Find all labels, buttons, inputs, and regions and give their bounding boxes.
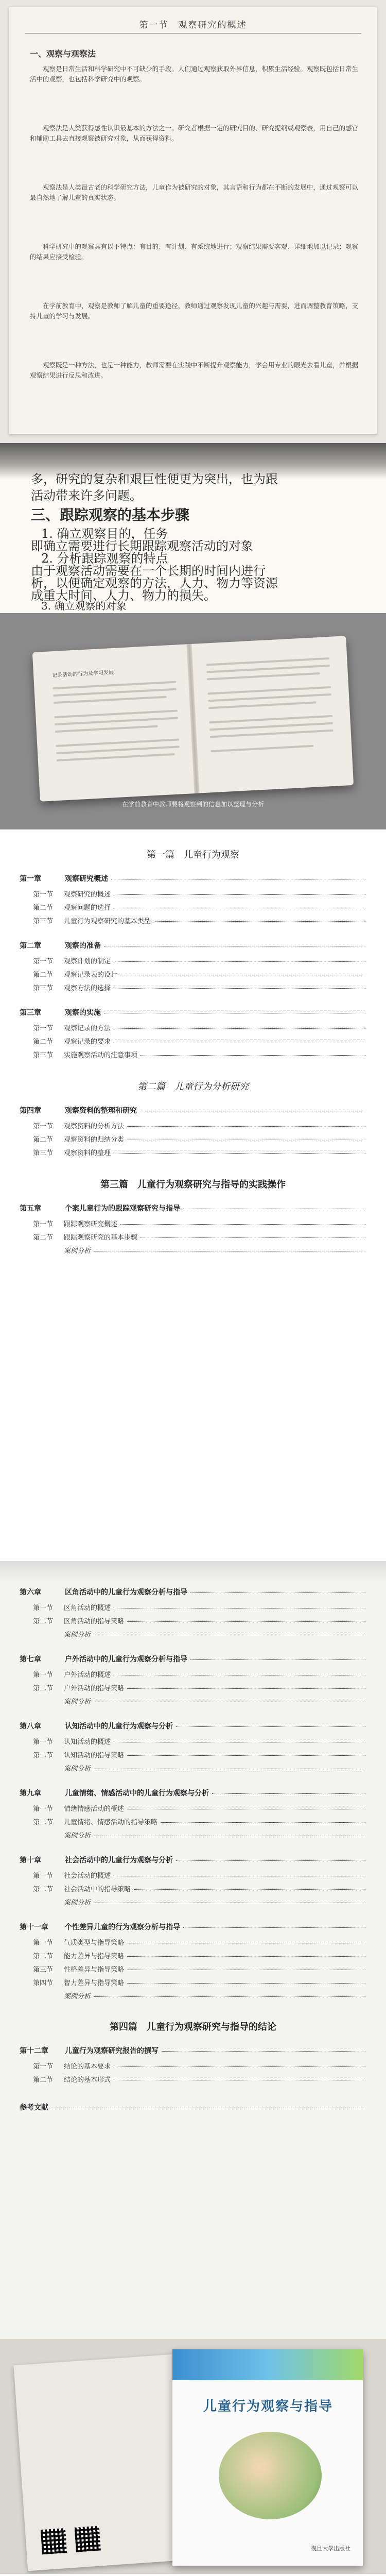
section-number: 第二节	[33, 1685, 54, 1692]
text-line	[54, 696, 167, 704]
toc-references	[20, 2102, 365, 2112]
paragraph: 在学前教育中，观察是教师了解儿童的重要途径，教师通过观察发现儿童的兴趣与需要，进而调整教育策略，支持儿童的学习与发展。	[30, 302, 358, 320]
paragraph: 观察是日常生活和科学研究中不可缺少的手段。人们通过观察获取外界信息，积累生活经验。观察既包括日常生活中的观察，也包括科学研究中的观察。	[30, 65, 358, 83]
leader-dots	[154, 921, 365, 922]
leader-dots	[134, 1889, 365, 1890]
section-title: 气质类型与指导策略	[64, 1939, 125, 1947]
photo-caption: 在学前教育中教师要将观察到的信息加以整理与分析	[121, 801, 264, 808]
chapter-title: 观察资料的整理和研究	[65, 1107, 137, 1115]
toc-section	[33, 1991, 365, 2001]
section-title: 儿童行为观察研究的基本类型	[64, 918, 151, 925]
chapter-title: 儿童行为观察研究报告的撰写	[65, 2047, 159, 2055]
text-line	[209, 715, 332, 724]
section-title: 实施观察活动的注意事项	[64, 1052, 138, 1059]
toc-section	[33, 1897, 365, 1907]
section-title: 性格差异与指导策略	[64, 1966, 125, 1974]
chapter-title: 观察的实施	[65, 1009, 101, 1017]
part-title: 第二篇 儿童行为分析研究	[137, 1081, 249, 1092]
cover-title: 儿童行为观察与指导	[203, 2399, 334, 2414]
toc-chapter	[20, 1922, 365, 1932]
toc-section	[33, 1218, 365, 1228]
toc-section	[33, 1629, 365, 1639]
toc-section	[33, 1602, 365, 1612]
section-title: 观察问题的选择	[64, 904, 111, 912]
section-number: 第二节	[33, 2076, 54, 2084]
leader-dots	[114, 894, 365, 895]
leader-dots	[183, 1208, 365, 1209]
toc-section	[33, 1147, 365, 1157]
section-title: 儿童情绪、情感活动的指导策略	[64, 1819, 158, 1826]
chapter-title: 儿童情绪、情感活动中的儿童行为观察与分析	[65, 1789, 209, 1798]
closeup-line: 成重大时间、人力、物力的损失。	[31, 588, 216, 603]
section-number: 第一节	[33, 1671, 54, 1679]
leader-dots	[104, 945, 365, 946]
section-title: 跟踪观察研究概述	[64, 1221, 118, 1228]
section-title: 认知活动的指导策略	[64, 1752, 125, 1759]
section-number: 第一节	[33, 1604, 54, 1612]
leader-dots	[176, 1860, 365, 1861]
chapter-number: 第三章	[20, 1009, 41, 1017]
text-line	[57, 753, 175, 761]
closeup-line: 1. 确立观察目的，任务	[41, 527, 168, 541]
section-number: 第三节	[33, 985, 54, 992]
leader-dots	[127, 1956, 365, 1957]
section-title: 区角活动的概述	[64, 1604, 111, 1612]
toc-section	[33, 956, 365, 965]
part-title: 第三篇 儿童行为观察研究与指导的实践操作	[100, 1179, 286, 1190]
section-title: 观察方法的选择	[64, 985, 111, 992]
toc-section	[33, 1232, 365, 1242]
toc-section	[33, 1616, 365, 1625]
section-number: 第二节	[33, 1234, 54, 1242]
text-line	[206, 657, 329, 666]
section-number: 第三节	[33, 918, 54, 925]
chapter-number: 第四章	[20, 1107, 41, 1115]
section-number: 第二节	[33, 1953, 54, 1960]
leader-dots	[94, 1768, 365, 1769]
chapter-title: 个案儿童行为的跟踪观察研究与指导	[65, 1205, 180, 1213]
chapter-title: 区角活动中的儿童行为观察分析与指导	[65, 1588, 187, 1597]
leader-dots	[114, 2079, 365, 2080]
leader-dots	[114, 1041, 365, 1042]
section-number: 第二节	[33, 904, 54, 912]
chapter-number: 第六章	[20, 1588, 41, 1597]
text-line	[53, 688, 177, 697]
section-title: 观察研究的概述	[64, 891, 111, 899]
chapter-number: 第九章	[20, 1789, 41, 1798]
toc-chapter	[20, 1203, 365, 1213]
leader-dots	[114, 2066, 365, 2067]
open-book	[32, 636, 354, 802]
toc-chapter	[20, 2045, 365, 2056]
qr-code	[75, 2526, 101, 2552]
section-title: 社会活动的概述	[64, 1872, 111, 1880]
toc-section	[33, 1870, 365, 1880]
leader-dots	[94, 1634, 365, 1635]
leader-dots	[104, 1012, 365, 1013]
section-number: 第一节	[33, 891, 54, 899]
leader-dots	[114, 1674, 365, 1675]
section-number: 第一节	[33, 1805, 54, 1813]
leader-dots	[120, 974, 365, 975]
text-line	[55, 717, 178, 726]
part-title: 第一篇 儿童行为观察	[147, 850, 239, 860]
section-number: 第二节	[33, 1038, 54, 1046]
section-number: 第二节	[33, 1752, 54, 1759]
section-number: 第二节	[33, 1819, 54, 1826]
divider	[0, 1556, 386, 1561]
toc-section	[33, 1964, 365, 1974]
section-title: 观察资料的整理	[64, 1149, 111, 1157]
section-title: 结论的基本要求	[64, 2063, 111, 2071]
leader-dots	[114, 988, 365, 989]
leader-dots	[114, 1875, 365, 1876]
section-number: 第四节	[33, 1979, 54, 1987]
toc-section	[33, 2074, 365, 2084]
toc-section	[33, 1683, 365, 1692]
text-line	[209, 722, 333, 731]
leader-dots	[114, 961, 365, 962]
section-number: 第三节	[33, 1149, 54, 1157]
chapter-number: 第十章	[20, 1856, 41, 1865]
toc-section	[33, 1803, 365, 1813]
section-title: 案例分析	[64, 1993, 91, 2001]
toc-section	[33, 1696, 365, 1706]
text-line	[55, 725, 158, 733]
text-line	[207, 686, 331, 695]
toc-section	[33, 1669, 365, 1679]
leader-dots	[114, 1607, 365, 1608]
leader-dots	[127, 1139, 365, 1140]
leader-dots	[51, 2107, 365, 2108]
leader-dots	[127, 1688, 365, 1689]
section-number: 第一节	[33, 1939, 54, 1947]
section-title: 观察记录的方法	[64, 1025, 111, 1032]
cover-banner	[172, 2349, 363, 2380]
book-spine	[186, 644, 199, 793]
leader-dots	[114, 907, 365, 908]
paragraph: 观察法是人类最古老的科学研究方法，儿童作为被研究的对象，其言语和行为都在不断的发展中，通过观察可以最自然地了解儿童的真实状态。	[30, 183, 358, 201]
text-closeup-photo	[0, 443, 386, 613]
section-number: 第三节	[33, 1966, 54, 1974]
section-number: 第一节	[33, 1123, 54, 1130]
toc-chapter	[20, 1105, 365, 1115]
chapter-number: 第十一章	[20, 1923, 48, 1931]
closeup-line: 3. 确立观察的对象	[41, 600, 127, 612]
cover-photo	[219, 2432, 322, 2519]
section-title: 能力差异与指导策略	[64, 1953, 125, 1960]
leader-dots	[120, 1224, 365, 1225]
references-title: 参考文献	[20, 2104, 48, 2112]
publisher-logo-band	[0, 2574, 386, 2576]
leader-dots	[176, 1726, 365, 1727]
leader-dots	[94, 1250, 365, 1251]
chapter-number: 第一章	[20, 875, 41, 883]
toc-section	[33, 1750, 365, 1759]
leader-dots	[141, 1055, 365, 1056]
section-title: 案例分析	[64, 1832, 91, 1840]
chapter-number: 第五章	[20, 1205, 41, 1213]
leader-dots	[94, 1701, 365, 1702]
section-title: 户外活动的指导策略	[64, 1685, 125, 1692]
paragraph: 科学研究中的观察具有以下特点：有目的、有计划、有系统地进行；观察结果需要客观、详细地加以记录；观察的结果应接受检验。	[30, 243, 358, 261]
leader-dots	[127, 1942, 365, 1943]
book-page	[9, 7, 377, 434]
toc-section	[33, 1763, 365, 1773]
section-title: 户外活动的概述	[64, 1671, 111, 1679]
toc-section	[33, 982, 365, 992]
leader-dots	[127, 1755, 365, 1756]
closeup-line: 即确立需要进行长期跟踪观察活动的对象	[31, 539, 253, 553]
section-number: 第二节	[33, 1136, 54, 1144]
section-title: 结论的基本形式	[64, 2076, 111, 2084]
leader-dots	[141, 1237, 365, 1238]
toc-section	[33, 902, 365, 912]
leader-dots	[94, 1996, 365, 1997]
section-number: 第一节	[33, 1872, 54, 1880]
running-head: 第一节 观察研究的概述	[139, 20, 247, 30]
toc-section	[33, 1951, 365, 1960]
text-line	[52, 681, 176, 690]
qr-code	[41, 2528, 67, 2554]
section-title: 观察记录表的设计	[64, 971, 118, 979]
leader-dots	[111, 878, 365, 879]
toc-section	[33, 916, 365, 925]
leader-dots	[183, 1927, 365, 1928]
section-number: 第一节	[33, 1738, 54, 1746]
text-line	[210, 745, 313, 752]
section-title: 观察资料的分析方法	[64, 1123, 125, 1130]
closeup-line: 由于观察活动需要在一个长期的时间内进行	[31, 564, 266, 578]
chapter-title: 社会活动中的儿童行为观察与分析	[65, 1856, 173, 1865]
section-title: 情绪情感活动的概述	[64, 1805, 125, 1813]
section-title: 案例分析	[64, 1247, 91, 1255]
toc-section	[33, 1049, 365, 1059]
section-title: 案例分析	[64, 1899, 91, 1907]
leader-dots	[161, 1822, 365, 1823]
section-number: 第二节	[33, 971, 54, 979]
section-heading: 一、观察与观察法	[30, 49, 96, 59]
toc-section	[33, 1036, 365, 1046]
section-title: 观察资料的归纳分类	[64, 1136, 125, 1144]
text-line	[208, 693, 331, 702]
open-book-photo	[0, 613, 386, 829]
chapter-number: 第二章	[20, 942, 41, 950]
leader-dots	[127, 1808, 365, 1809]
toc-page-two	[0, 1561, 386, 2339]
section-title: 案例分析	[64, 1698, 91, 1706]
section-number: 第二节	[33, 1886, 54, 1893]
text-line	[210, 730, 334, 738]
toc-chapter	[20, 940, 365, 951]
toc-section	[33, 1937, 365, 1947]
leader-dots	[162, 2050, 365, 2052]
photo-shadow	[0, 1561, 386, 1582]
toc-section	[33, 889, 365, 899]
section-title: 区角活动的指导策略	[64, 1618, 125, 1625]
divider	[0, 829, 386, 837]
cover-publisher: 復旦大學出版社	[311, 2545, 350, 2552]
leader-dots	[190, 1659, 365, 1660]
part-title: 第四篇 儿童行为观察研究与指导的结论	[110, 2022, 276, 2032]
section-number: 第三节	[33, 1052, 54, 1059]
section-number: 第一节	[33, 1221, 54, 1228]
chapter-number: 第七章	[20, 1655, 41, 1664]
toc-chapter	[20, 1788, 365, 1798]
section-title: 智力差异与指导策略	[64, 1979, 125, 1987]
toc-section	[33, 1977, 365, 1987]
leader-dots	[114, 1153, 365, 1154]
section-title: 案例分析	[64, 1765, 91, 1773]
toc-section	[33, 969, 365, 979]
toc-chapter	[20, 1007, 365, 1018]
section-title: 认知活动的概述	[64, 1738, 111, 1746]
leader-dots	[127, 1982, 365, 1984]
section-title: 案例分析	[64, 1631, 91, 1639]
toc-section	[33, 1736, 365, 1746]
closeup-line: 析，以便确定观察的方法，人力、物力等资源	[31, 576, 278, 590]
leader-dots	[127, 1126, 365, 1127]
text-line	[56, 738, 179, 747]
book-covers-photo	[0, 2339, 386, 2574]
book-page-title: 记录活动的行为及学习发展	[51, 669, 114, 679]
toc-chapter	[20, 1721, 365, 1731]
toc-chapter	[20, 873, 365, 884]
toc-section	[33, 1023, 365, 1032]
toc-chapter	[20, 1855, 365, 1865]
leader-dots	[114, 1741, 365, 1742]
leader-dots	[212, 1793, 365, 1794]
back-cover	[13, 2354, 187, 2571]
front-cover	[172, 2349, 363, 2566]
section-number: 第一节	[33, 958, 54, 965]
section-title: 观察记录的要求	[64, 1038, 111, 1046]
toc-section	[33, 1884, 365, 1893]
toc-page-one	[0, 837, 386, 1556]
leader-dots	[94, 1835, 365, 1836]
chapter-title: 个性差异儿童的行为观察分析与指导	[65, 1923, 180, 1931]
closeup-line: 2. 分析跟踪观察的特点	[41, 551, 168, 566]
leader-dots	[127, 1621, 365, 1622]
text-line	[208, 701, 317, 709]
chapter-title: 观察的准备	[65, 942, 101, 950]
closeup-heading: 三、跟踪观察的基本步骤	[31, 506, 190, 523]
paragraph: 观察法是人类获得感性认识最基本的方法之一。研究者根据一定的研究目的、研究提纲或观察表，用自己的感官和辅助工具去直接观察被研究对象，从而获得资料。	[30, 124, 358, 142]
toc-section	[33, 2061, 365, 2071]
chapter-title: 认知活动中的儿童行为观察与分析	[65, 1722, 173, 1731]
textbook-page-photo	[0, 0, 386, 443]
section-title: 社会活动中的指导策略	[64, 1886, 131, 1893]
chapter-title: 户外活动中的儿童行为观察分析与指导	[65, 1655, 187, 1664]
leader-dots	[114, 1028, 365, 1029]
text-line	[207, 672, 320, 681]
chapter-title: 观察研究概述	[65, 875, 108, 883]
toc-section	[33, 1817, 365, 1826]
section-title: 观察计划的制定	[64, 958, 111, 965]
chapter-number: 第十二章	[20, 2047, 48, 2055]
toc-chapter	[20, 1587, 365, 1597]
section-number: 第二节	[33, 1618, 54, 1625]
text-line	[206, 665, 330, 673]
toc-section	[33, 1245, 365, 1255]
text-line	[56, 745, 180, 754]
chapter-number: 第八章	[20, 1722, 41, 1731]
leader-dots	[127, 1969, 365, 1970]
section-title: 跟踪观察研究的基本步骤	[64, 1234, 138, 1242]
leader-dots	[94, 1902, 365, 1903]
leader-dots	[140, 1110, 365, 1111]
text-line	[54, 710, 178, 719]
section-number: 第一节	[33, 2063, 54, 2071]
section-number: 第一节	[33, 1025, 54, 1032]
toc-chapter	[20, 1654, 365, 1664]
closeup-line: 多，研究的复杂和艰巨性便更为突出，也为跟	[31, 472, 278, 486]
paragraph: 观察既是一种方法，也是一种能力，教师需要在实践中不断提升观察能力，学会用专业的眼光去看儿童，并根据观察结果进行反思和改进。	[30, 361, 358, 379]
toc-section	[33, 1830, 365, 1840]
toc-section	[33, 1121, 365, 1130]
closeup-line: 活动带来许多问题。	[31, 488, 142, 503]
toc-section	[33, 1134, 365, 1144]
leader-dots	[190, 1592, 365, 1593]
